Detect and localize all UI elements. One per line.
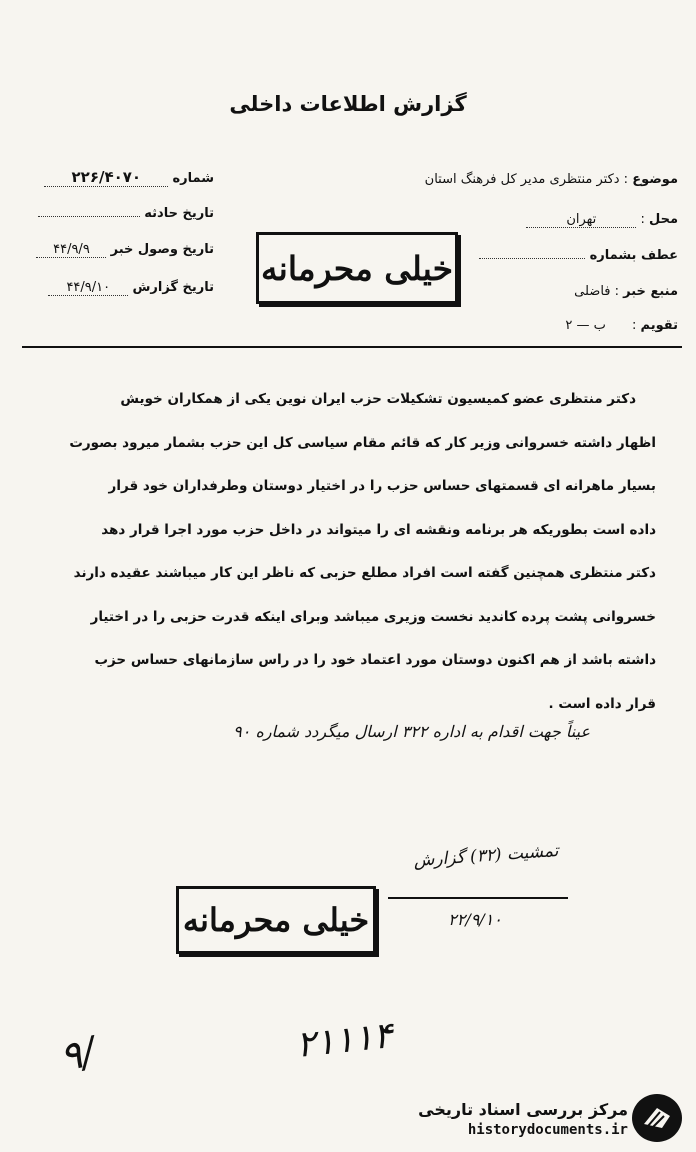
handwritten-corner-mark: ۹/ — [55, 1028, 100, 1082]
evaluation-label: تقویم — [640, 318, 678, 333]
number-label: شماره — [172, 171, 214, 186]
body-line: دکتر منتظری همچنین گفته است افراد مطلع حزبی که ناظر این کار میباشند عقیده دارند — [73, 565, 656, 581]
book-icon — [632, 1094, 682, 1142]
top-confidential-stamp: خیلی محرمانه — [256, 232, 458, 304]
handwritten-archive-number: ۲۱۱۱۴ — [294, 1015, 395, 1066]
subject-value: دکتر منتظری مدیر کل فرهنگ استان — [424, 172, 620, 187]
location-value: تهران — [526, 212, 636, 228]
header-divider — [22, 346, 682, 348]
evaluation-value: ب — ۲ — [565, 318, 606, 333]
report-date-row — [30, 280, 214, 296]
archive-url[interactable]: historydocuments.ir — [467, 1122, 628, 1138]
body-line: اظهار داشته خسروانی وزیر کار که قائم مقام سیاسی کل این حزب بشمار میرود بصورت — [69, 434, 656, 451]
body-line: داشته باشد از هم اکنون دوستان مورد اعتماد خود را در راس سازمانهای حساس حزب — [94, 652, 656, 668]
archive-logo-icon — [632, 1094, 682, 1142]
number-value: ۲۲۶/۴۰۷۰ — [44, 168, 168, 187]
subject-label: موضوع — [632, 172, 678, 187]
incident-date-value — [38, 216, 140, 217]
source-label: منبع خبر — [623, 284, 678, 299]
incident-date-row — [30, 206, 214, 221]
signature-line — [388, 897, 568, 899]
location-label: محل — [648, 212, 678, 227]
source-row: منبع خبر : فاضلی — [574, 284, 678, 299]
source-value: فاضلی — [574, 284, 611, 299]
handwritten-sign-date: ۲۲/۹/۱۰ — [448, 910, 502, 929]
bottom-confidential-stamp: خیلی محرمانه — [176, 886, 376, 954]
number-row — [30, 168, 214, 187]
report-date-label: تاریخ گزارش — [132, 280, 214, 295]
body-line: دکتر منتظری عضو کمیسیون تشکیلات حزب ایران نوین یکی از همکاران خویش — [120, 391, 636, 407]
archive-name: مرکز بررسی اسناد تاریخی — [418, 1100, 628, 1119]
body-line: بسیار ماهرانه ای قسمتهای حساس حزب را در اختیار دوستان وطرفداران خود قرار — [108, 478, 656, 494]
received-date-label: تاریخ وصول خبر — [110, 242, 214, 257]
reference-label: عطف بشماره — [589, 248, 678, 263]
incident-date-label: تاریخ حادثه — [144, 206, 214, 221]
reference-value — [479, 258, 585, 259]
body-line: داده است بطوریکه هر برنامه ونقشه ای را میتواند در داخل حزب مورد اجرا قرار دهد — [101, 521, 656, 538]
report-title: گزارش اطلاعات داخلی — [229, 92, 467, 116]
handwritten-note: عیناً جهت اقدام به اداره ۳۲۲ ارسال میگردد شماره ۹۰ — [233, 722, 590, 741]
evaluation-row: تقویم : ب — ۲ — [565, 318, 678, 333]
location-row: محل : تهران — [496, 212, 678, 228]
report-body — [26, 378, 656, 726]
handwritten-signature: تمشیت (۳۲) گزارش — [412, 840, 560, 872]
subject-row: موضوع : دکتر منتظری مدیر کل فرهنگ استان — [424, 172, 678, 187]
body-line: قرار داده است . — [548, 695, 656, 712]
received-date-row — [30, 242, 214, 258]
received-date-value: ۴۴/۹/۹ — [36, 242, 106, 258]
body-line: خسروانی پشت پرده کاندید نخست وزیری میباشد وبرای اینکه قدرت حزبی را در اختیار — [90, 608, 656, 625]
report-date-value: ۴۴/۹/۱۰ — [48, 280, 128, 296]
reference-row — [496, 248, 678, 263]
